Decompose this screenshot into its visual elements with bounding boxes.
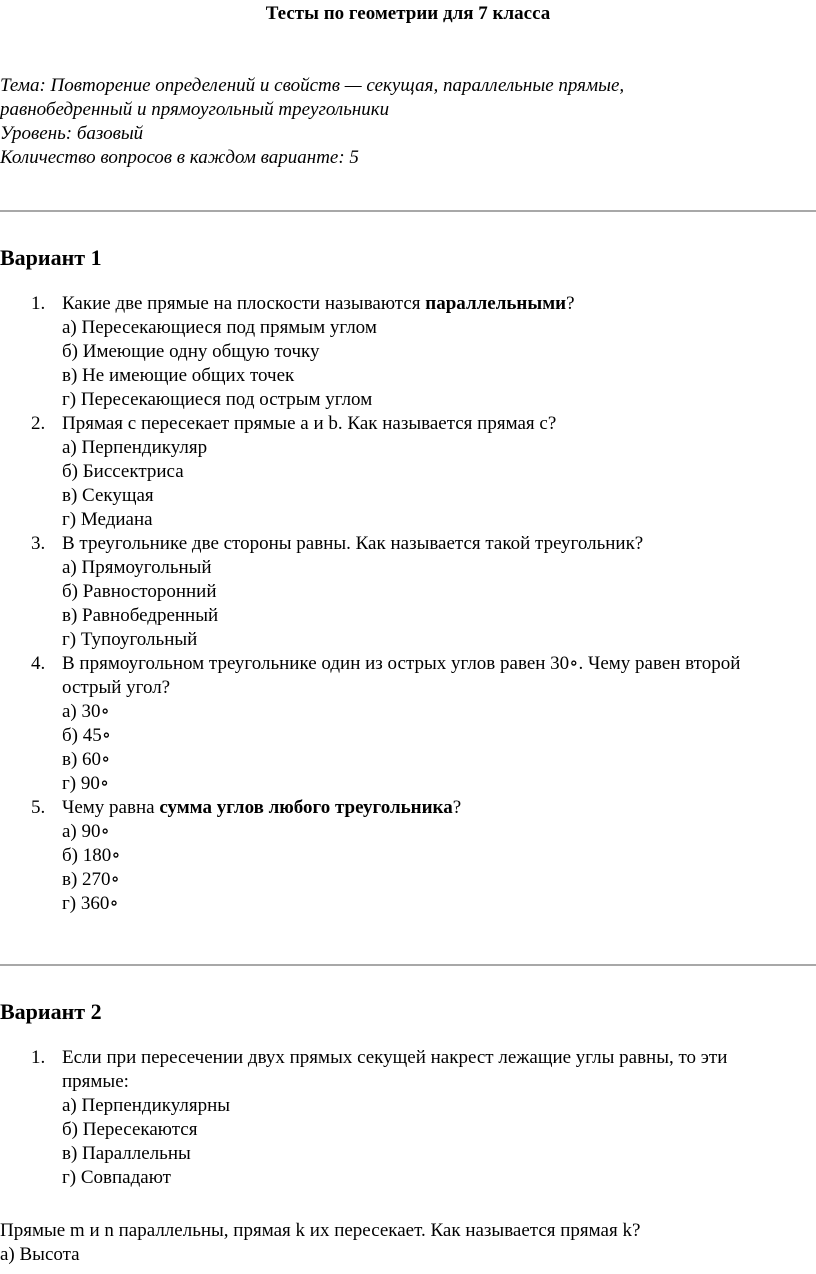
- answer-option: г) Медиана: [62, 509, 153, 530]
- question-text: В треугольнике две стороны равны. Как называется такой треугольник?: [62, 533, 644, 554]
- answer-option: а) 90∘: [62, 821, 110, 842]
- answer-option: г) 90∘: [62, 773, 110, 794]
- answer-option: г) Совпадают: [62, 1167, 171, 1188]
- question-text: Чему равна сумма углов любого треугольника?: [62, 797, 462, 818]
- variant-2-title: Вариант 2: [0, 999, 102, 1024]
- answer-option: а) Прямоугольный: [62, 557, 212, 578]
- answer-option: а) Перпендикуляр: [62, 437, 208, 458]
- question-number: 4.: [31, 653, 46, 674]
- question-item: [0, 412, 816, 532]
- page-title: Тесты по геометрии для 7 класса: [265, 3, 551, 24]
- answer-option: б) 180∘: [62, 845, 121, 866]
- answer-option: а) Перпендикулярны: [62, 1095, 231, 1116]
- divider: [0, 964, 816, 966]
- answer-option: в) Секущая: [62, 485, 154, 506]
- question-number: 1.: [31, 1047, 46, 1068]
- answer-option: г) Пересекающиеся под острым углом: [62, 389, 373, 410]
- question-item: [0, 532, 816, 652]
- question-number: 1.: [31, 293, 46, 314]
- variant-2-questions: [0, 1046, 816, 1190]
- answer-option: б) Равносторонний: [62, 581, 217, 602]
- question-item: [0, 796, 816, 916]
- answer-option: а) 30∘: [62, 701, 110, 722]
- answer-option: б) Биссектриса: [62, 461, 184, 482]
- question-item: [0, 652, 816, 796]
- question-text: Прямые m и n параллельны, прямая k их пересекает. Как называется прямая k?: [0, 1220, 641, 1241]
- answer-option: а) Пересекающиеся под прямым углом: [62, 317, 377, 338]
- answer-option: в) 60∘: [62, 749, 111, 770]
- question-number: 5.: [31, 797, 46, 818]
- variant-1-questions: [0, 292, 816, 916]
- unnumbered-question: [0, 1219, 816, 1267]
- question-text-line-1: В прямоугольном треугольнике один из острых углов равен 30∘. Чему равен второй: [62, 653, 741, 674]
- answer-option: в) Равнобедренный: [62, 605, 219, 626]
- question-text-line-2: прямые:: [62, 1071, 129, 1092]
- topic-line-2: равнобедренный и прямоугольный треугольники: [0, 99, 390, 120]
- question-text-line-2: острый угол?: [62, 677, 171, 698]
- answer-option: г) 360∘: [62, 893, 119, 914]
- level-line: Уровень: базовый: [0, 123, 144, 144]
- variant-1-title: Вариант 1: [0, 245, 102, 270]
- answer-option: а) Высота: [0, 1244, 80, 1265]
- question-text-line-1: Если при пересечении двух прямых секущей накрест лежащие углы равны, то эти: [62, 1047, 728, 1068]
- question-item: [0, 1046, 816, 1190]
- answer-option: в) Не имеющие общих точек: [62, 365, 295, 386]
- question-number: 3.: [31, 533, 46, 554]
- answer-option: б) Имеющие одну общую точку: [62, 341, 320, 362]
- answer-option: г) Тупоугольный: [62, 629, 198, 650]
- question-text: Какие две прямые на плоскости называются параллельными?: [62, 293, 575, 314]
- answer-option: б) 45∘: [62, 725, 112, 746]
- question-count-line: Количество вопросов в каждом варианте: 5: [0, 147, 359, 168]
- topic-line-1: Тема: Повторение определений и свойств — секущая, параллельные прямые,: [0, 75, 625, 96]
- question-item: [0, 292, 816, 412]
- answer-option: б) Пересекаются: [62, 1119, 198, 1140]
- question-text: Прямая с пересекает прямые a и b. Как называется прямая c?: [62, 413, 557, 434]
- divider: [0, 210, 816, 212]
- question-number: 2.: [31, 413, 46, 434]
- test-meta: [0, 74, 800, 170]
- answer-option: в) Параллельны: [62, 1143, 191, 1164]
- answer-option: в) 270∘: [62, 869, 120, 890]
